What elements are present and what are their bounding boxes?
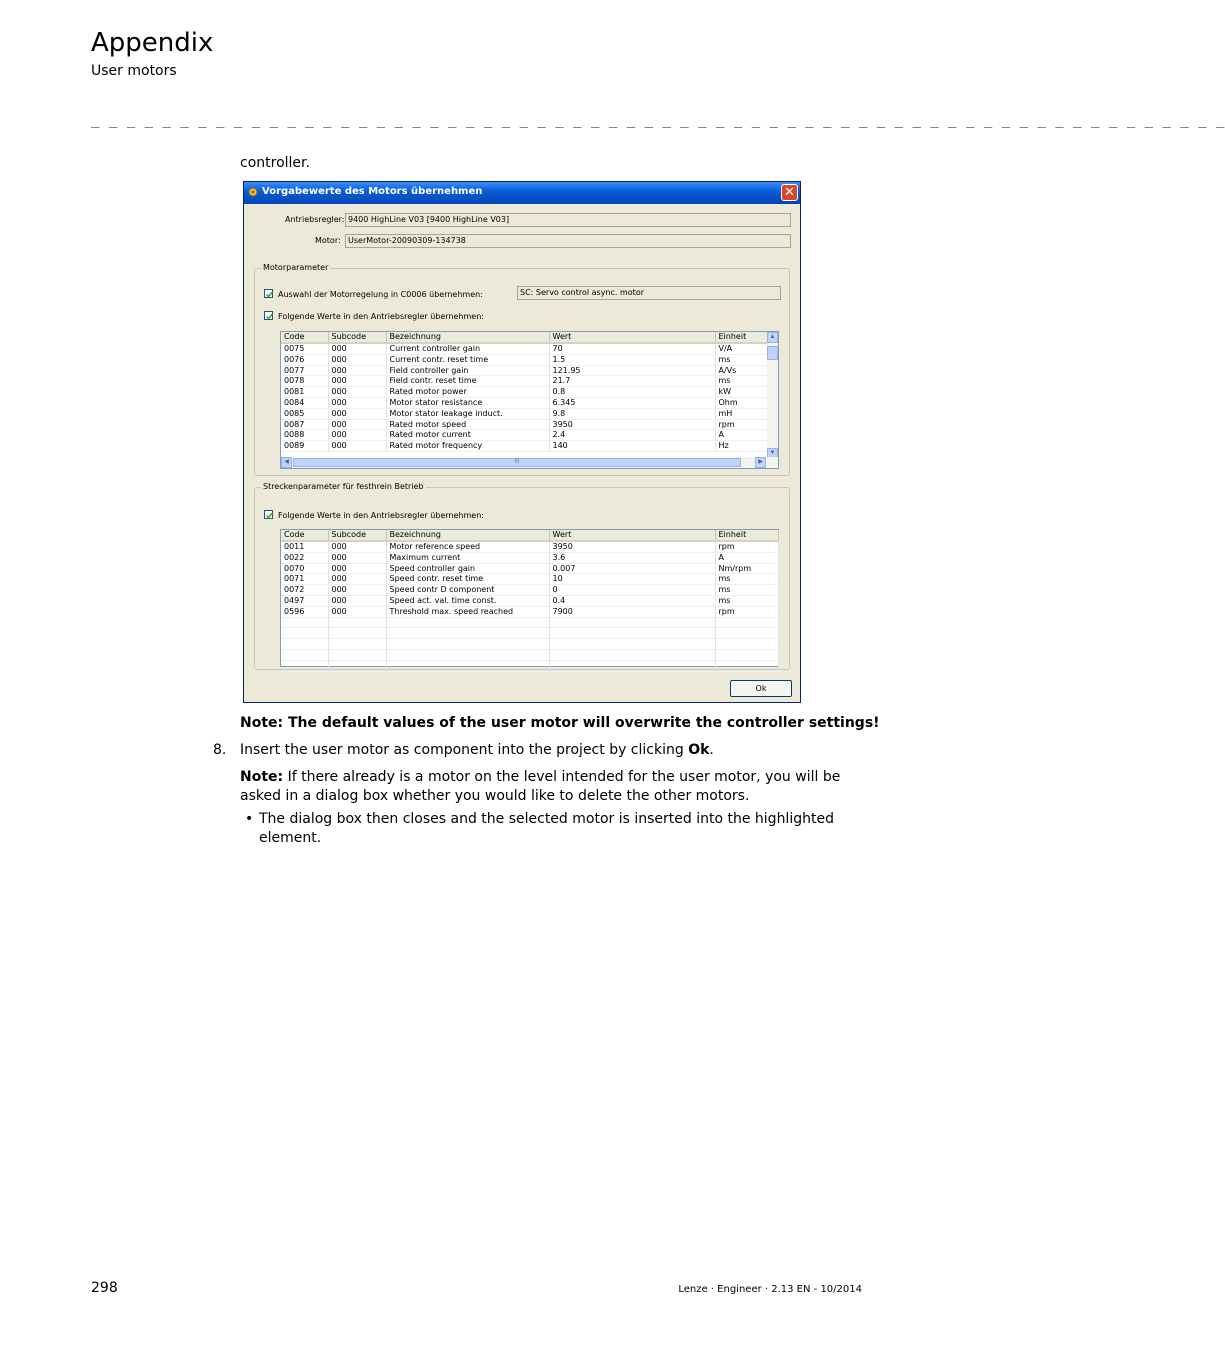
table-cell	[386, 649, 549, 660]
table-row[interactable]	[281, 574, 778, 585]
footer-info: Lenze · Engineer · 2.13 EN - 10/2014	[678, 1284, 862, 1295]
table-cell: Current controller gain	[386, 343, 549, 354]
note-label: Note:	[240, 769, 284, 785]
table-cell: 0077	[281, 365, 328, 376]
table-cell: ms	[715, 585, 778, 596]
table-cell	[715, 660, 778, 671]
table-row[interactable]	[281, 408, 768, 419]
dialog-titlebar[interactable]	[244, 182, 800, 204]
table-row[interactable]	[281, 639, 778, 650]
table-cell: 0089	[281, 441, 328, 452]
vertical-scrollbar[interactable]	[767, 332, 778, 459]
table-cell: 0081	[281, 387, 328, 398]
table-cell: 70	[549, 343, 715, 354]
accept-values-checkbox-1[interactable]	[264, 311, 273, 320]
table-cell: 3.6	[549, 552, 715, 563]
table-row[interactable]	[281, 365, 768, 376]
table-cell	[328, 639, 386, 650]
column-header[interactable]: Subcode	[328, 332, 386, 343]
scroll-right-button[interactable]: ▶	[755, 457, 766, 468]
table-cell: 0011	[281, 541, 328, 552]
motor-parameter-table	[281, 332, 769, 452]
table-cell: 0075	[281, 343, 328, 354]
table-cell: Speed controller gain	[386, 563, 549, 574]
table-cell	[328, 660, 386, 671]
checkmark-icon	[265, 511, 274, 520]
table-cell: 3950	[549, 541, 715, 552]
step-8-text-before: Insert the user motor as component into the project by clicking	[240, 742, 689, 758]
table-row[interactable]	[281, 649, 778, 660]
table-cell: ms	[715, 595, 778, 606]
table-cell: 6.345	[549, 397, 715, 408]
table-row[interactable]	[281, 430, 768, 441]
table-cell: 0	[549, 585, 715, 596]
table-cell: 000	[328, 585, 386, 596]
close-button[interactable]: ✕	[781, 184, 798, 201]
table-row[interactable]	[281, 585, 778, 596]
table-cell	[549, 628, 715, 639]
table-cell: Speed contr D component	[386, 585, 549, 596]
page-title: Appendix	[91, 28, 214, 58]
ok-button[interactable]: Ok	[730, 680, 792, 697]
table-cell: mH	[715, 408, 768, 419]
note-existing-motor	[240, 768, 865, 806]
table-cell: A	[715, 552, 778, 563]
table-cell: 0076	[281, 354, 328, 365]
table-cell: Nm/rpm	[715, 563, 778, 574]
table-cell: 000	[328, 419, 386, 430]
header-rule: _ _ _ _ _ _ _ _ _ _ _ _ _ _ _ _ _ _ _ _ _ _ _ _ _ _ _ _ _ _ _ _ _ _ _ _ _ _ _ _ _ _ _ _ _ _ _ _ _ _ _ _ _ _ _ _ _ _ _ _ _ _ _ _	[91, 112, 1225, 128]
table-cell: 0078	[281, 376, 328, 387]
bullet-glyph: •	[245, 811, 254, 827]
accept-values-label-1: Folgende Werte in den Antriebsregler übernehmen:	[278, 312, 484, 321]
table-cell: 000	[328, 574, 386, 585]
table-cell: 000	[328, 397, 386, 408]
scroll-thumb[interactable]	[767, 346, 778, 360]
motor-parameter-legend: Motorparameter	[263, 263, 329, 272]
motor-parameter-group	[254, 263, 790, 476]
controller-field: 9400 HighLine V03 [9400 HighLine V03]	[345, 213, 791, 227]
table-cell	[715, 628, 778, 639]
table-cell: Speed act. val. time const.	[386, 595, 549, 606]
table-cell	[386, 660, 549, 671]
table-cell: Hz	[715, 441, 768, 452]
table-cell: 0084	[281, 397, 328, 408]
table-cell	[549, 649, 715, 660]
table-cell: 0087	[281, 419, 328, 430]
table-cell: V/A	[715, 343, 768, 354]
controlled-system-legend: Streckenparameter für festhrein Betrieb	[263, 482, 424, 491]
controlled-system-group	[254, 482, 790, 670]
motor-parameter-grid[interactable]	[280, 331, 779, 469]
table-cell: 0.4	[549, 595, 715, 606]
table-cell: 0022	[281, 552, 328, 563]
table-cell: 000	[328, 408, 386, 419]
table-cell: 000	[328, 606, 386, 617]
table-cell: 000	[328, 563, 386, 574]
table-cell: 000	[328, 552, 386, 563]
table-cell	[281, 639, 328, 650]
accept-values-label-2: Folgende Werte in den Antriebsregler übernehmen:	[278, 511, 484, 520]
table-cell: A	[715, 430, 768, 441]
scroll-down-button[interactable]: ▼	[767, 448, 778, 459]
column-header[interactable]: Wert	[549, 332, 715, 343]
table-row[interactable]	[281, 617, 778, 628]
table-cell	[386, 628, 549, 639]
app-icon	[248, 187, 258, 197]
table-cell: 2.4	[549, 430, 715, 441]
motor-label: Motor:	[315, 236, 341, 245]
table-cell: 1.5	[549, 354, 715, 365]
table-cell: 000	[328, 430, 386, 441]
accept-control-mode-checkbox[interactable]	[264, 289, 273, 298]
table-row[interactable]	[281, 552, 778, 563]
table-cell: Motor stator resistance	[386, 397, 549, 408]
note-existing-motor-text: If there already is a motor on the level intended for the user motor, you will be asked in a dialog box whether you would like to delete the other motors.	[240, 769, 841, 804]
control-mode-field: SC: Servo control async. motor	[517, 286, 781, 300]
table-cell: 0070	[281, 563, 328, 574]
table-cell	[715, 617, 778, 628]
table-cell: A/Vs	[715, 365, 768, 376]
table-cell: Field controller gain	[386, 365, 549, 376]
table-cell	[281, 649, 328, 660]
table-cell: Ohm	[715, 397, 768, 408]
checkmark-icon	[265, 312, 274, 321]
table-cell: ms	[715, 354, 768, 365]
table-cell: 3950	[549, 419, 715, 430]
table-row[interactable]	[281, 606, 778, 617]
table-cell: 121.95	[549, 365, 715, 376]
horizontal-scrollbar[interactable]	[281, 457, 778, 468]
table-cell	[715, 649, 778, 660]
table-cell	[281, 660, 328, 671]
table-row[interactable]	[281, 354, 768, 365]
table-cell: Motor reference speed	[386, 541, 549, 552]
accept-control-mode-label: Auswahl der Motorregelung in C0006 übernehmen:	[278, 290, 483, 299]
step-8-text	[240, 741, 714, 760]
step-8-text-after: .	[709, 742, 714, 758]
table-cell: rpm	[715, 541, 778, 552]
dialog-window	[243, 181, 801, 703]
table-cell: Maximum current	[386, 552, 549, 563]
horizontal-scroll-thumb[interactable]: III	[293, 458, 741, 467]
table-cell: 10	[549, 574, 715, 585]
table-cell	[328, 617, 386, 628]
table-cell: 0.8	[549, 387, 715, 398]
column-header[interactable]: Code	[281, 332, 328, 343]
controlled-system-table	[281, 530, 779, 672]
table-row[interactable]	[281, 387, 768, 398]
step-8-ok-reference: Ok	[688, 742, 710, 758]
table-row[interactable]	[281, 397, 768, 408]
table-cell: 000	[328, 441, 386, 452]
table-cell: 0596	[281, 606, 328, 617]
table-row[interactable]	[281, 628, 778, 639]
table-row[interactable]	[281, 660, 778, 671]
table-cell: 0085	[281, 408, 328, 419]
table-cell: 000	[328, 541, 386, 552]
table-cell: 0071	[281, 574, 328, 585]
accept-values-checkbox-2[interactable]	[264, 510, 273, 519]
table-cell: 000	[328, 376, 386, 387]
table-cell: 000	[328, 343, 386, 354]
table-cell: 0.007	[549, 563, 715, 574]
table-cell: 21.7	[549, 376, 715, 387]
step-number: 8.	[213, 742, 227, 758]
table-cell	[549, 639, 715, 650]
table-cell	[549, 660, 715, 671]
column-header[interactable]: Wert	[549, 530, 715, 541]
table-cell: Field contr. reset time	[386, 376, 549, 387]
column-header[interactable]: Subcode	[328, 530, 386, 541]
table-cell: Threshold max. speed reached	[386, 606, 549, 617]
table-cell: Speed contr. reset time	[386, 574, 549, 585]
column-header[interactable]: Einheit	[715, 530, 778, 541]
table-row[interactable]	[281, 595, 778, 606]
table-cell	[386, 617, 549, 628]
table-cell: 9.8	[549, 408, 715, 419]
table-cell: 000	[328, 387, 386, 398]
table-cell: 7900	[549, 606, 715, 617]
table-cell: 0088	[281, 430, 328, 441]
bullet-text: The dialog box then closes and the selected motor is inserted into the highlighted element.	[259, 811, 834, 846]
table-cell: rpm	[715, 606, 778, 617]
table-cell: kW	[715, 387, 768, 398]
table-cell: 000	[328, 365, 386, 376]
table-row[interactable]	[281, 376, 768, 387]
table-cell: Rated motor frequency	[386, 441, 549, 452]
table-cell: ms	[715, 376, 768, 387]
dialog-title: Vorgabewerte des Motors übernehmen	[262, 186, 483, 197]
table-cell: Rated motor current	[386, 430, 549, 441]
table-cell	[549, 617, 715, 628]
table-cell: 000	[328, 595, 386, 606]
table-cell	[386, 639, 549, 650]
table-cell: rpm	[715, 419, 768, 430]
table-row[interactable]	[281, 419, 768, 430]
table-cell: Rated motor speed	[386, 419, 549, 430]
motor-field: UserMotor-20090309-134738	[345, 234, 791, 248]
table-cell: 0497	[281, 595, 328, 606]
checkmark-icon	[265, 290, 274, 299]
page-subtitle: User motors	[91, 63, 177, 79]
intro-text: controller.	[240, 155, 310, 171]
note-overwrite: Note: The default values of the user motor will overwrite the controller settings!	[240, 715, 880, 731]
table-cell: Motor stator leakage induct.	[386, 408, 549, 419]
table-cell: 0072	[281, 585, 328, 596]
scroll-left-button[interactable]: ◀	[281, 457, 292, 468]
table-cell	[328, 628, 386, 639]
controller-label: Antriebsregler:	[285, 215, 345, 224]
table-cell	[715, 639, 778, 650]
table-cell	[328, 649, 386, 660]
table-cell: Rated motor power	[386, 387, 549, 398]
table-cell	[281, 617, 328, 628]
table-cell: 140	[549, 441, 715, 452]
table-cell	[281, 628, 328, 639]
column-header[interactable]: Bezeichnung	[386, 530, 549, 541]
table-row[interactable]	[281, 441, 768, 452]
column-header[interactable]: Code	[281, 530, 328, 541]
table-row[interactable]	[281, 343, 768, 354]
table-cell: ms	[715, 574, 778, 585]
controlled-system-grid[interactable]	[280, 529, 779, 667]
page-number: 298	[91, 1280, 118, 1296]
table-row[interactable]	[281, 541, 778, 552]
column-header[interactable]: Bezeichnung	[386, 332, 549, 343]
table-cell: Current contr. reset time	[386, 354, 549, 365]
column-header[interactable]: Einheit	[715, 332, 768, 343]
table-row[interactable]	[281, 563, 778, 574]
scroll-up-button[interactable]: ▲	[767, 332, 778, 343]
table-cell: 000	[328, 354, 386, 365]
